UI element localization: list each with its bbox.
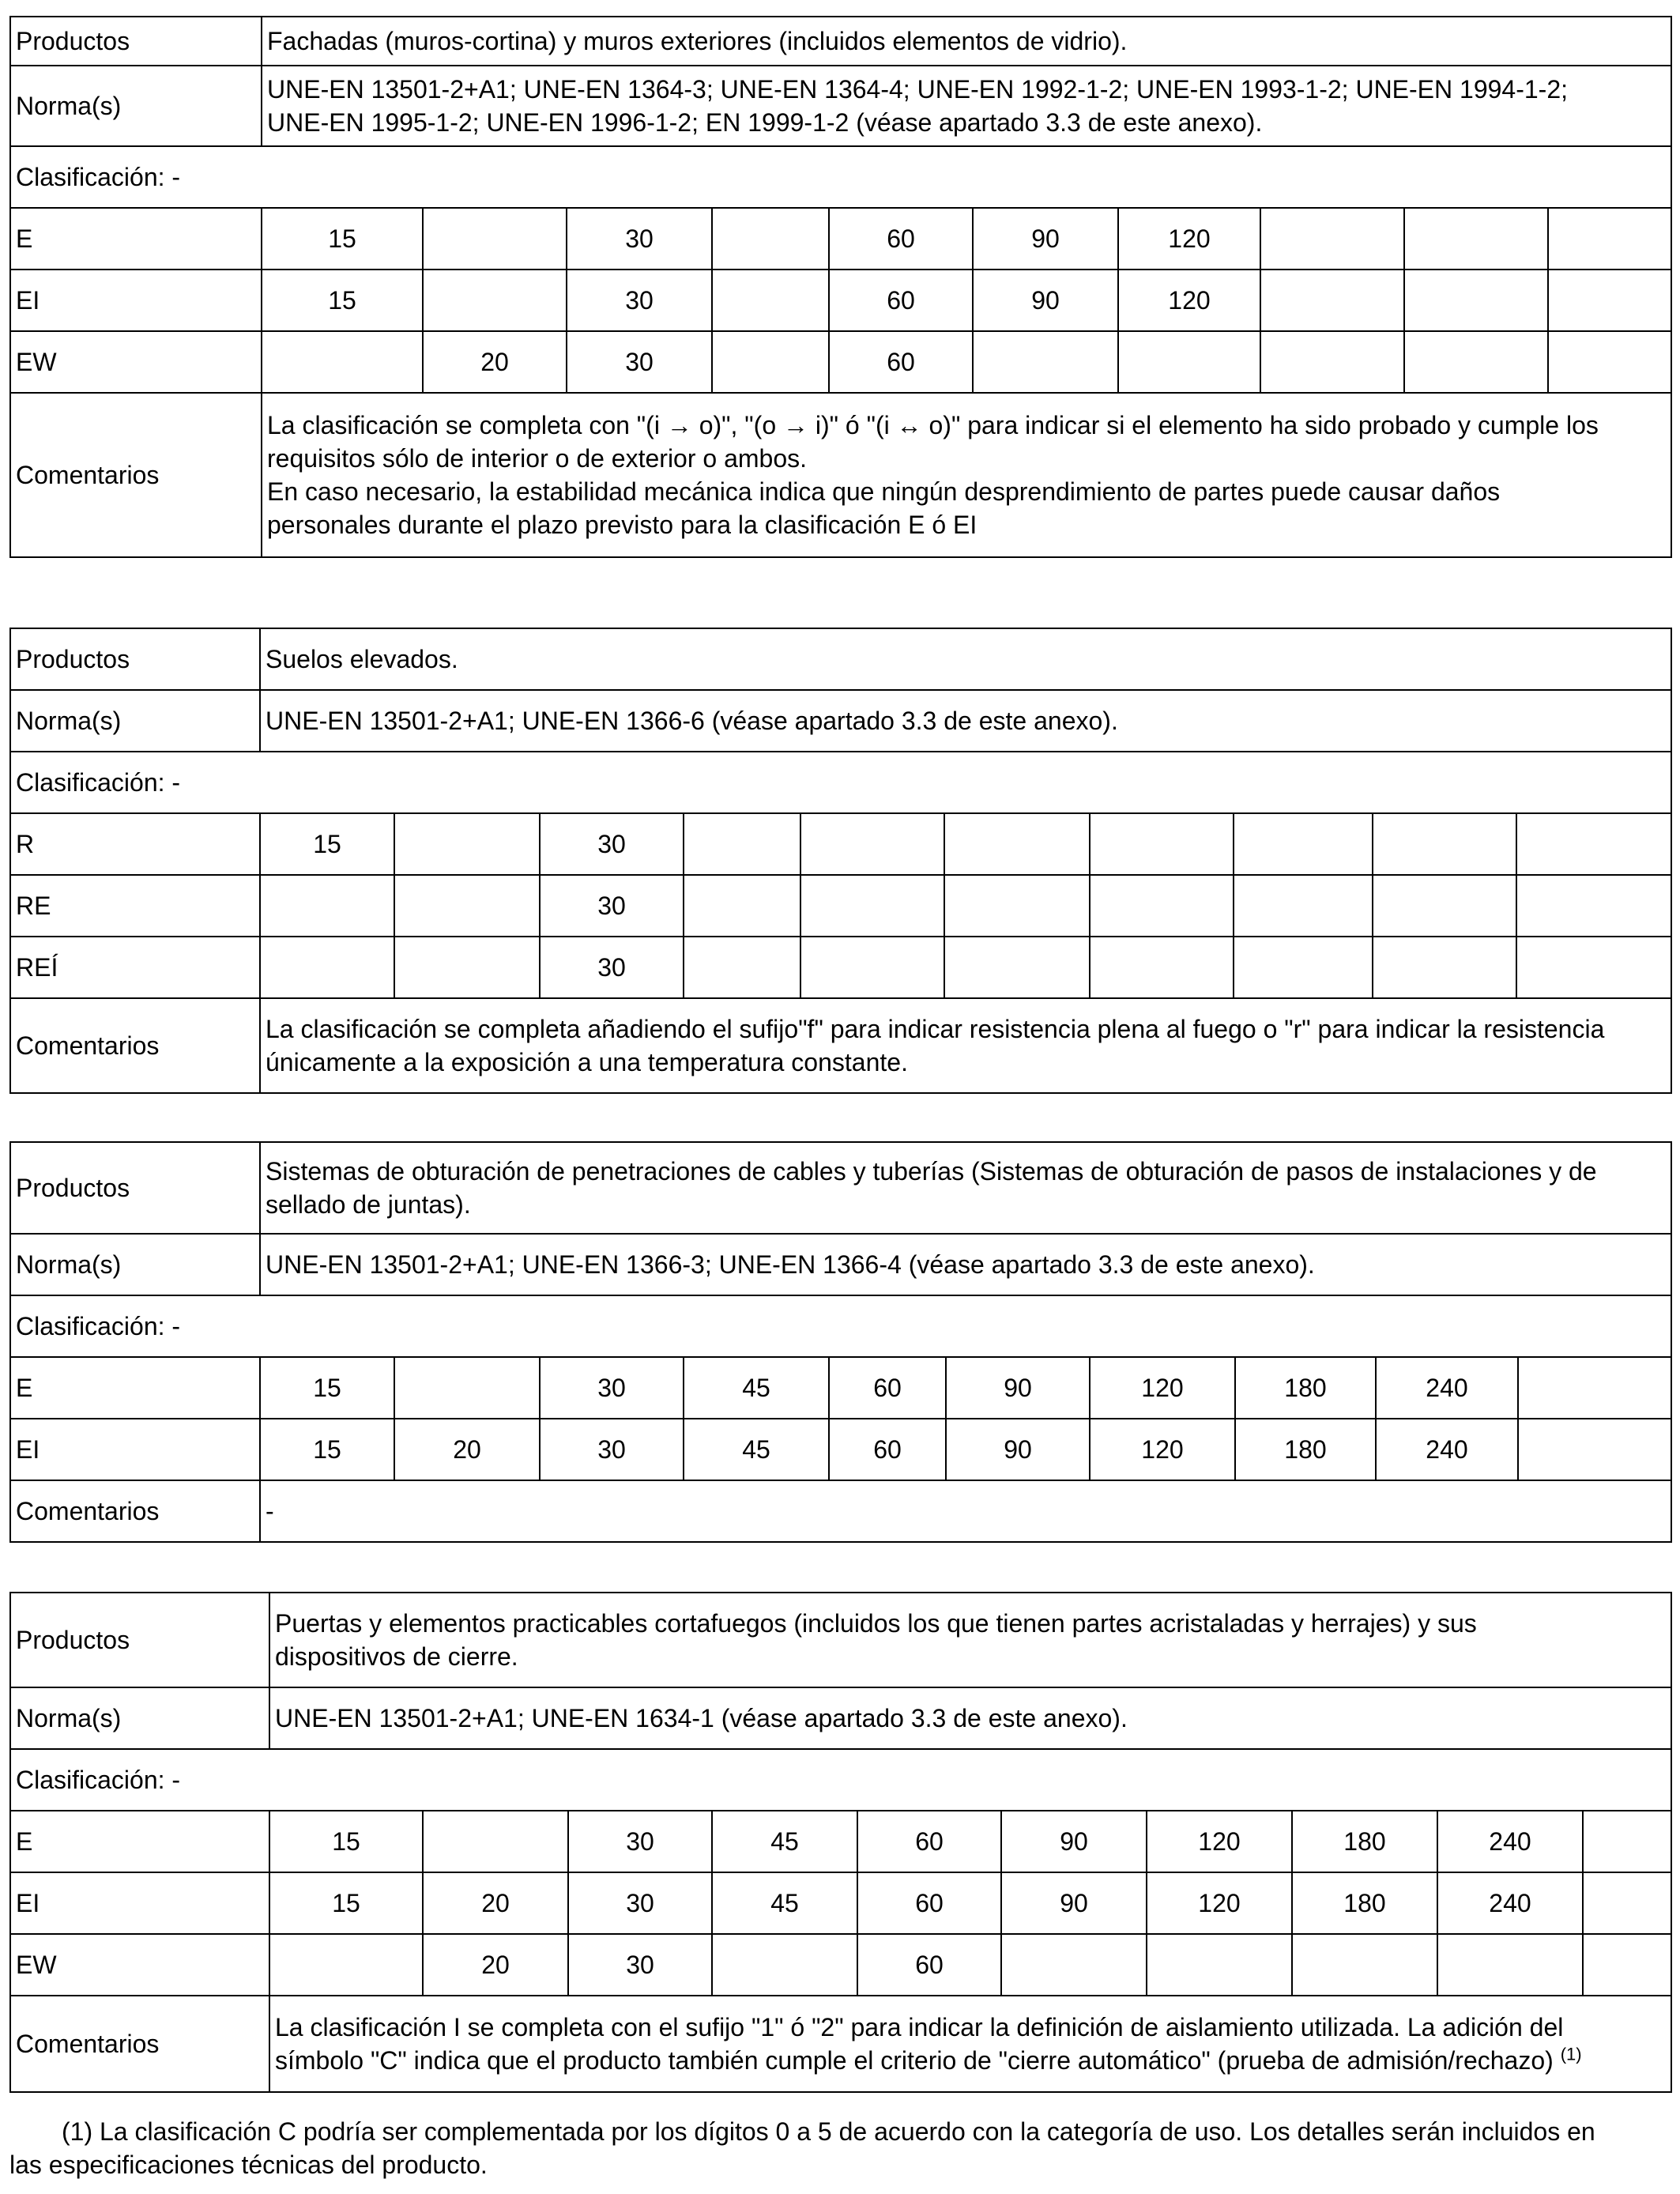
table-cell [1404,270,1548,331]
comentarios-value [260,998,1671,1093]
table-cell: 240 [1437,1811,1583,1872]
table-cell [1583,1934,1671,1996]
productos-line: Puertas y elementos practicables cortafuegos (incluidos los que tienen partes acristaladas y herrajes) y sus [275,1609,1477,1638]
comentarios-value [269,1996,1671,2092]
table-cell: 15 [262,208,423,270]
table-cell [1404,208,1548,270]
table-cell [423,270,567,331]
table-cell [684,813,800,875]
norma-row [10,1234,1671,1295]
table-cell [944,937,1090,998]
norma-value: UNE-EN 13501-2+A1; UNE-EN 1366-6 (véase apartado 3.3 de este anexo). [260,690,1671,752]
table-cell: 30 [567,208,712,270]
norma-line: UNE-EN 13501-2+A1; UNE-EN 1364-3; UNE-EN 1364-4; UNE-EN 1992-1-2; UNE-EN 1993-1-2; UNE-EN 1994-1-2; [267,75,1568,104]
comentarios-line: La clasificación I se completa con el sufijo "1" ó "2" para indicar la definición de aislamiento utilizada. La adición del [275,2013,1564,2041]
table-cell: 60 [829,331,973,393]
classification-table-puertas [9,1592,1672,2093]
norma-line: UNE-EN 1995-1-2; UNE-EN 1996-1-2; EN 1999-1-2 (véase apartado 3.3 de este anexo). [267,108,1263,137]
table-cell: 120 [1090,1419,1235,1480]
table-cell: 240 [1376,1357,1518,1419]
table-cell: 30 [568,1811,712,1872]
table-cell: 90 [1001,1811,1147,1872]
table-cell [1516,813,1671,875]
classification-table-suelos [9,628,1672,1094]
footnote-line: las especificaciones técnicas del producto. [9,2151,488,2179]
norma-label: Norma(s) [10,1234,260,1295]
table-cell: 60 [857,1811,1001,1872]
table-cell [1260,208,1404,270]
norma-label: Norma(s) [10,690,260,752]
table-cell [394,875,540,937]
table-cell: 45 [712,1872,857,1934]
table-cell [1373,875,1516,937]
productos-row [10,1142,1671,1234]
table-cell [800,875,944,937]
table-cell: 30 [568,1872,712,1934]
comentarios-line: personales durante el plazo previsto para la clasificación E ó EI [267,511,977,539]
table-cell [944,813,1090,875]
table-cell [1437,1934,1583,1996]
productos-label: Productos [10,17,262,66]
comentarios-line: requisitos sólo de interior o de exterior o ambos. [267,444,808,473]
table-cell: 180 [1235,1419,1376,1480]
table-cell: 90 [973,270,1118,331]
norma-value: UNE-EN 13501-2+A1; UNE-EN 1366-3; UNE-EN 1366-4 (véase apartado 3.3 de este anexo). [260,1234,1671,1295]
table-cell [1234,813,1373,875]
table-cell: 30 [540,1357,684,1419]
table-cell: 30 [567,331,712,393]
table-cell [1548,331,1671,393]
table-cell: 30 [540,1419,684,1480]
table-cell: 120 [1118,208,1260,270]
table-cell: 45 [684,1357,829,1419]
row-label: R [10,813,260,875]
table-cell: 60 [829,1419,946,1480]
table-cell: 180 [1292,1811,1437,1872]
productos-row [10,628,1671,690]
table-cell: 20 [423,331,567,393]
table-cell: 90 [973,208,1118,270]
table-row [10,937,1671,998]
table-cell [1260,331,1404,393]
table-cell [712,331,829,393]
comentarios-label: Comentarios [10,393,262,557]
table-cell: 15 [260,1419,394,1480]
table-cell: 20 [423,1934,568,1996]
table-cell [1373,937,1516,998]
table-cell: 15 [269,1811,423,1872]
productos-label: Productos [10,1593,269,1687]
classification-table-obturacion [9,1141,1672,1543]
clasificacion-row [10,1749,1671,1811]
table-cell: 90 [946,1357,1090,1419]
table-cell [394,937,540,998]
row-label: EW [10,1934,269,1996]
table-cell: 15 [260,1357,394,1419]
table-cell: 60 [829,208,973,270]
table-cell [800,813,944,875]
norma-row [10,1687,1671,1749]
row-label: E [10,1357,260,1419]
comentarios-label: Comentarios [10,1996,269,2092]
table-cell [800,937,944,998]
table-cell: 30 [540,875,684,937]
table-cell: 120 [1118,270,1260,331]
table-cell [260,937,394,998]
comentarios-row [10,1480,1671,1542]
table-row [10,813,1671,875]
productos-line: sellado de juntas). [266,1190,471,1219]
table-cell: 15 [269,1872,423,1934]
norma-value: UNE-EN 13501-2+A1; UNE-EN 1634-1 (véase apartado 3.3 de este anexo). [269,1687,1671,1749]
table-cell [1583,1811,1671,1872]
table-cell: 45 [712,1811,857,1872]
productos-label: Productos [10,1142,260,1234]
table-cell: 30 [567,270,712,331]
table-cell [973,331,1118,393]
table-row [10,1872,1671,1934]
table-cell: 240 [1376,1419,1518,1480]
productos-value [269,1593,1671,1687]
comentarios-line: únicamente a la exposición a una temperatura constante. [266,1048,908,1076]
norma-row [10,66,1671,146]
table-row [10,1419,1671,1480]
comentarios-value: - [260,1480,1671,1542]
footnote [9,2115,1671,2181]
table-cell [712,1934,857,1996]
table-cell [712,270,829,331]
table-cell [1404,331,1548,393]
productos-value: Suelos elevados. [260,628,1671,690]
table-cell: 120 [1147,1872,1292,1934]
table-row [10,331,1671,393]
table-row [10,208,1671,270]
row-label: EI [10,270,262,331]
comentarios-label: Comentarios [10,998,260,1093]
row-label: RE [10,875,260,937]
clasificacion-label: Clasificación: - [10,146,1671,208]
row-label: E [10,1811,269,1872]
comentarios-label: Comentarios [10,1480,260,1542]
table-cell: 60 [857,1872,1001,1934]
row-label: REÍ [10,937,260,998]
productos-line: Sistemas de obturación de penetraciones de cables y tuberías (Sistemas de obturación de pasos de instalaciones y de [266,1157,1597,1186]
table-cell [944,875,1090,937]
clasificacion-label: Clasificación: - [10,1295,1671,1357]
table-cell [1518,1419,1671,1480]
table-cell: 20 [394,1419,540,1480]
comentarios-line: En caso necesario, la estabilidad mecánica indica que ningún desprendimiento de partes puede causar daños [267,477,1501,506]
row-label: EI [10,1419,260,1480]
table-cell [1518,1357,1671,1419]
clasificacion-row [10,146,1671,208]
table-cell [423,208,567,270]
table-cell [1583,1872,1671,1934]
comentarios-line: La clasificación se completa con "(i → o)", "(o → i)" ó "(i ↔ o)" para indicar si el elemento ha sido probado y cumple los [267,411,1599,439]
row-label: EI [10,1872,269,1934]
row-label: E [10,208,262,270]
table-cell: 20 [423,1872,568,1934]
table-cell [1090,875,1234,937]
comentarios-line: símbolo "C" indica que el producto también cumple el criterio de "cierre automático" (prueba de admisión/rechazo) [275,2046,1554,2075]
comentarios-row [10,393,1671,557]
table-cell [684,875,800,937]
table-cell: 30 [568,1934,712,1996]
table-cell: 60 [857,1934,1001,1996]
table-cell [262,331,423,393]
comentarios-value [262,393,1671,557]
table-cell: 120 [1147,1811,1292,1872]
productos-label: Productos [10,628,260,690]
productos-line: dispositivos de cierre. [275,1642,518,1671]
table-cell [269,1934,423,1996]
table-cell [1147,1934,1292,1996]
footnote-ref: (1) [1560,2044,1582,2064]
clasificacion-row [10,1295,1671,1357]
table-cell: 90 [946,1419,1090,1480]
table-cell [1373,813,1516,875]
table-cell: 15 [260,813,394,875]
clasificacion-row [10,752,1671,813]
table-cell: 30 [540,937,684,998]
table-row [10,1811,1671,1872]
table-cell: 90 [1001,1872,1147,1934]
table-cell [1548,208,1671,270]
table-row [10,1934,1671,1996]
table-cell: 60 [829,1357,946,1419]
table-cell [1516,937,1671,998]
table-cell [1516,875,1671,937]
productos-row [10,1593,1671,1687]
table-cell [1234,875,1373,937]
table-cell [1234,937,1373,998]
table-cell [712,208,829,270]
table-cell [394,813,540,875]
classification-table-fachadas [9,16,1672,558]
norma-row [10,690,1671,752]
table-cell: 45 [684,1419,829,1480]
productos-value [260,1142,1671,1234]
norma-label: Norma(s) [10,66,262,146]
table-cell: 180 [1235,1357,1376,1419]
table-cell [1548,270,1671,331]
table-cell [423,1811,568,1872]
table-cell [1090,813,1234,875]
productos-value: Fachadas (muros-cortina) y muros exteriores (incluidos elementos de vidrio). [262,17,1671,66]
table-cell [260,875,394,937]
table-cell [1001,1934,1147,1996]
table-cell: 240 [1437,1872,1583,1934]
norma-label: Norma(s) [10,1687,269,1749]
comentarios-line: La clasificación se completa añadiendo el sufijo"f" para indicar resistencia plena al fuego o "r" para indicar la resistencia [266,1015,1605,1043]
table-row [10,270,1671,331]
clasificacion-label: Clasificación: - [10,1749,1671,1811]
table-cell [1118,331,1260,393]
clasificacion-label: Clasificación: - [10,752,1671,813]
table-cell [684,937,800,998]
norma-value [262,66,1671,146]
footnote-line: (1) La clasificación C podría ser complementada por los dígitos 0 a 5 de acuerdo con la categoría de uso. Los detalles serán incluidos en [62,2117,1595,2146]
table-cell: 30 [540,813,684,875]
table-cell [1260,270,1404,331]
table-cell: 120 [1090,1357,1235,1419]
table-cell: 15 [262,270,423,331]
table-cell: 180 [1292,1872,1437,1934]
table-cell [1090,937,1234,998]
table-cell: 60 [829,270,973,331]
table-cell [1292,1934,1437,1996]
productos-row [10,17,1671,66]
table-row [10,875,1671,937]
comentarios-row [10,1996,1671,2092]
table-row [10,1357,1671,1419]
row-label: EW [10,331,262,393]
comentarios-row [10,998,1671,1093]
table-cell [394,1357,540,1419]
